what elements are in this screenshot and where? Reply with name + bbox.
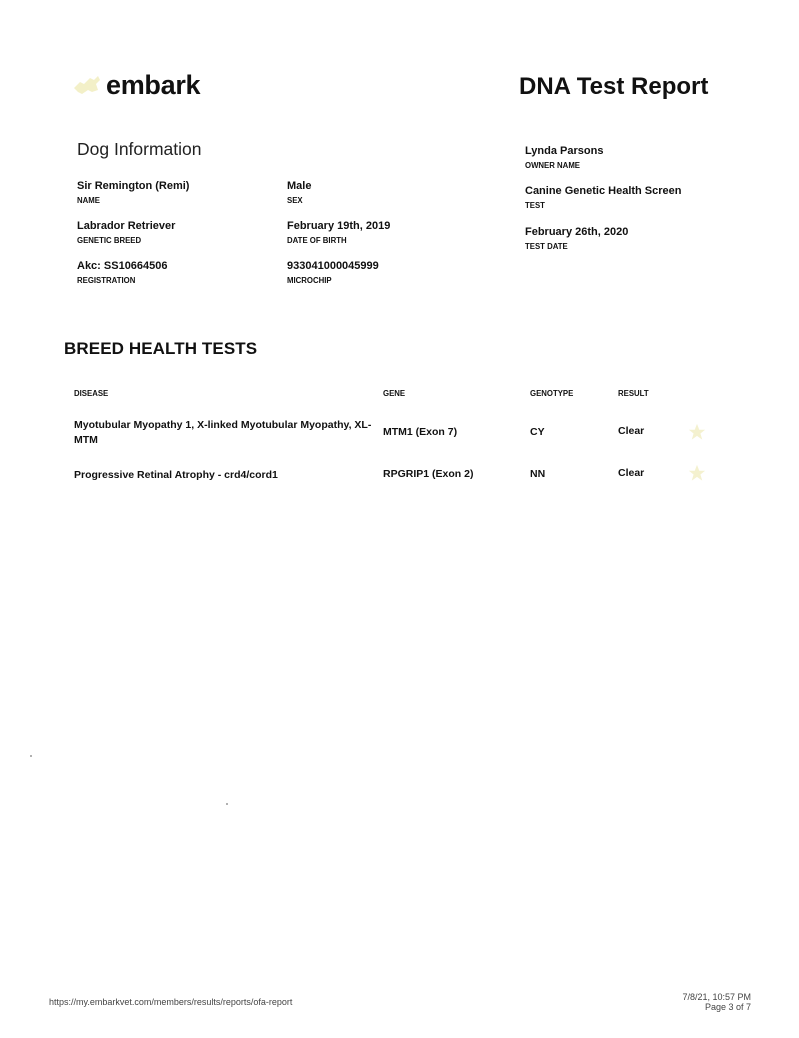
- sex-label: SEX: [287, 196, 303, 205]
- breed-health-heading: BREED HEALTH TESTS: [64, 339, 258, 358]
- owner-field: [525, 145, 603, 170]
- column-header-result: RESULT: [618, 389, 649, 398]
- column-header-genotype: GENOTYPE: [530, 389, 574, 398]
- registration-field: [77, 260, 168, 285]
- owner-label: OWNER NAME: [525, 161, 581, 170]
- test-date-label: TEST DATE: [525, 242, 568, 251]
- breed-value: Labrador Retriever: [77, 220, 176, 232]
- disease-cell: Progressive Retinal Atrophy - crd4/cord1: [74, 469, 278, 481]
- test-field: [525, 185, 682, 210]
- test-label: TEST: [525, 201, 545, 210]
- footer-page-number: Page 3 of 7: [704, 1002, 751, 1012]
- dob-field: [287, 220, 390, 245]
- owner-value: Lynda Parsons: [525, 145, 604, 157]
- dog-name-value: Sir Remington (Remi): [77, 180, 190, 192]
- dog-name-field: [77, 180, 189, 205]
- column-header-gene: GENE: [383, 389, 406, 398]
- registration-label: REGISTRATION: [77, 276, 136, 285]
- dob-value: February 19th, 2019: [287, 220, 391, 232]
- dog-logo-icon: [70, 68, 104, 102]
- test-date-value: February 26th, 2020: [525, 226, 629, 238]
- breed-label: GENETIC BREED: [77, 236, 142, 245]
- microchip-field: [287, 260, 379, 285]
- breed-field: [77, 220, 175, 245]
- footer-datetime: 7/8/21, 10:57 PM: [682, 992, 751, 1002]
- gene-cell: MTM1 (Exon 7): [383, 426, 458, 438]
- dog-name-label: NAME: [77, 196, 100, 205]
- result-cell: Clear: [618, 467, 645, 479]
- column-header-disease: DISEASE: [74, 389, 109, 398]
- sex-value: Male: [287, 180, 312, 192]
- result-cell: Clear: [618, 425, 645, 437]
- scan-speck: [30, 755, 32, 757]
- microchip-value: 933041000045999: [287, 260, 379, 272]
- report-title: DNA Test Report: [519, 73, 709, 100]
- dog-information-heading: Dog Information: [77, 139, 202, 159]
- disease-cell: Myotubular Myopathy 1, X-linked Myotubular Myopathy, XL-MTM: [74, 419, 372, 446]
- microchip-label: MICROCHIP: [287, 276, 332, 285]
- test-date-field: [525, 226, 628, 251]
- logo-text: embark: [106, 69, 201, 100]
- embark-logo: [70, 68, 200, 102]
- scan-speck: [226, 803, 228, 805]
- gene-cell: RPGRIP1 (Exon 2): [383, 468, 474, 480]
- genotype-cell: CY: [530, 426, 545, 438]
- test-value: Canine Genetic Health Screen: [525, 185, 682, 197]
- sex-field: [287, 180, 311, 205]
- star-icon: [688, 423, 706, 441]
- footer-url: https://my.embarkvet.com/members/results/reports/ofa-report: [49, 997, 293, 1007]
- dob-label: DATE OF BIRTH: [287, 236, 347, 245]
- star-icon: [688, 464, 706, 482]
- genotype-cell: NN: [530, 468, 546, 480]
- footer-meta: [682, 992, 751, 1012]
- registration-value: Akc: SS10664506: [77, 260, 168, 272]
